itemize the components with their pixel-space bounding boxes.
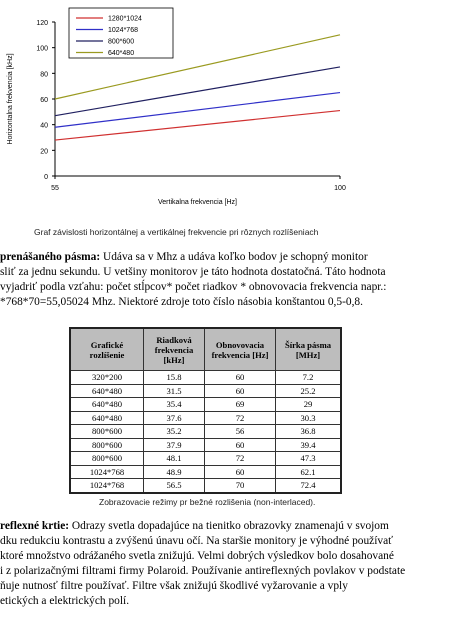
table-cell: 29 [276,398,342,412]
table-cell: 56.5 [144,479,205,493]
table-cell: 31.5 [144,384,205,398]
para2-line1: Odrazy svetla dopadajúce na tienitko obrazovky znamenajú v svojom [71,520,389,532]
antireflex-heading: reflexné krtie: [0,520,70,532]
para2-line3: ktoré množstvo odrážaného svetla znižujú. Velmi dobrých výsledkov bolo dosahované [0,550,394,562]
x-tick-label: 100 [334,185,346,192]
table-row [70,371,341,385]
table-cell: 7.2 [276,371,342,385]
table-cell: 60 [205,465,276,479]
table-cell: 47.3 [276,452,342,466]
table-cell: 37.6 [144,411,205,425]
legend-label: 1280*1024 [108,15,142,23]
table-row [70,438,341,452]
table-cell: 800*600 [70,452,144,466]
y-tick-label: 60 [40,97,48,104]
table-cell: 60 [205,438,276,452]
table-cell: 36.8 [276,425,342,439]
y-tick-label: 40 [40,122,48,130]
x-axis-label: Vertikalna frekvencia [Hz] [158,199,237,206]
table-cell: 25.2 [276,384,342,398]
table-cell: 48.9 [144,465,205,479]
header-bandwidth: Šírka pásma [MHz] [276,328,342,371]
table-cell: 640*480 [70,398,144,412]
para1-line3: vyjadriť podla vzťahu: počet stĺpcov* počet riadkov * obnovovacia frekvencia napr.: [0,281,387,293]
y-tick-label: 0 [44,174,48,181]
table-cell: 72.4 [276,479,342,493]
resolution-table [69,327,342,494]
table-cell: 800*600 [70,425,144,439]
y-tick-label: 100 [36,45,48,53]
para2-line5: ňuje nutnosť filtre používať. Filtre však znižujú škodlivé vyžarovanie a vply [0,580,348,592]
y-tick-label: 80 [40,71,48,79]
para2-line2: dku redukciu kontrastu a zvýšenú únavu očí. Na staršie monitory je výhodné používať [0,535,393,547]
y-tick-label: 20 [40,148,48,156]
table-cell: 60 [205,371,276,385]
table-cell: 56 [205,425,276,439]
table-caption: Zobrazovacie režimy pr bežné rozlišenia (non-interlaced). [99,497,316,507]
para1-line1: Udáva sa v Mhz a udáva koľko bodov je schopný monitor [102,251,368,263]
para1-line4: *768*70=55,05024 Mhz. Niektoré zdroje toto číslo násobia konštantou 0,5-0,8. [0,296,363,308]
table-row [70,425,341,439]
table-cell: 69 [205,398,276,412]
legend-label: 800*600 [108,38,135,46]
y-tick-label: 120 [36,20,48,27]
series-line [55,111,340,141]
table-cell: 37.9 [144,438,205,452]
table-cell: 48.1 [144,452,205,466]
table-cell: 72 [205,411,276,425]
legend-label: 1024*768 [108,27,138,34]
series-line [55,93,340,128]
table-row [70,452,341,466]
table-row [70,411,341,425]
chart-caption: Graf závislosti horizontálnej a vertikálnej frekvencie pri rôznych rozlíšeniach [34,227,319,237]
table-cell: 640*480 [70,384,144,398]
table-cell: 30.3 [276,411,342,425]
x-tick-label: 55 [51,185,59,192]
frequency-chart [0,0,467,215]
legend-label: 640*480 [108,50,135,57]
bandwidth-paragraph [0,250,386,310]
table-cell: 800*600 [70,438,144,452]
table-cell: 1024*768 [70,479,144,493]
table-cell: 35.4 [144,398,205,412]
table-cell: 60 [205,384,276,398]
table-cell: 35.2 [144,425,205,439]
header-line-frequency: Riadková frekvencia [kHz] [144,328,205,371]
table-cell: 70 [205,479,276,493]
y-axis-label: Horizontalna frekvencia [kHz] [7,53,14,145]
table-cell: 1024*768 [70,465,144,479]
header-resolution: Grafické rozlíšenie [70,328,144,371]
table-cell: 320*200 [70,371,144,385]
para2-line6: etických a elektrických polí. [0,595,130,607]
series-line [55,67,340,116]
bandwidth-heading: prenášaného pásma: [0,251,101,263]
table-cell: 62.1 [276,465,342,479]
para2-line4: i z polarizačnými filtrami firmy Polaroid. Používanie antireflexných povlakov v podstate [0,565,406,577]
chart-legend [69,8,173,58]
antireflex-paragraph [0,519,405,609]
table-header-row [70,328,341,371]
table-row [70,479,341,493]
para1-line2: sliť za jednu sekundu. U vetšiny monitorov je táto hodnota dostatočná. Táto hodnota [0,266,386,278]
table-cell: 15.8 [144,371,205,385]
table-cell: 39.4 [276,438,342,452]
table-row [70,465,341,479]
table-row [70,384,341,398]
header-refresh-rate: Obnovovacia frekvencia [Hz] [205,328,276,371]
table-row [70,398,341,412]
table-cell: 72 [205,452,276,466]
table-cell: 640*480 [70,411,144,425]
